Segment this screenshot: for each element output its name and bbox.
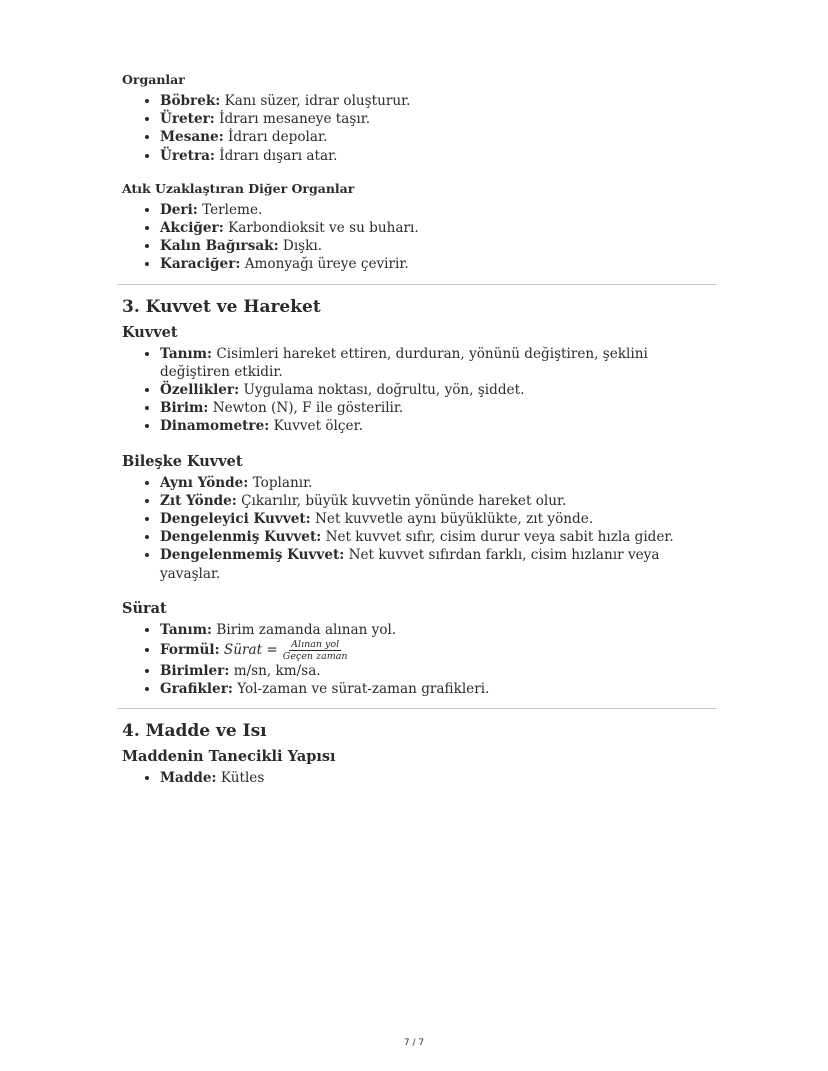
organs-section [122,72,712,165]
list-item: • Grafikler: Yol-zaman ve sürat-zaman grafikleri. [160,680,712,698]
list-item: • Birimler: m/sn, km/sa. [160,662,712,680]
formula-item: • Formül: Sürat = $\frac{\text{Alınan yol}}{\text{Geçen zaman}}$ [160,639,712,662]
force-list [122,345,712,436]
other-organs-section [122,181,712,274]
list-item: • Tanım: Cisimleri hareket ettiren, durduran, yönünü değiştiren, şeklini değiştiren etkidir. [160,345,712,381]
list-item: • Madde: Kütles [160,769,712,787]
resultant-force-heading: Bileşke Kuvvet [122,452,243,470]
list-item: • Özellikler: Uygulama noktası, doğrultu, yön, şiddet. [160,381,712,399]
organs-list [122,92,712,165]
speed-heading: Sürat [122,599,167,617]
list-item: • Aynı Yönde: Toplanır. [160,474,712,492]
force-heading: Kuvvet [122,323,178,341]
list-item: • Akciğer: Karbondioksit ve su buharı. [160,219,712,237]
section-3-title: 3. Kuvvet ve Hareket [122,296,321,317]
particle-structure-section [122,747,712,787]
particle-structure-heading: Maddenin Tanecikli Yapısı [122,748,336,766]
list-item: • Dengeleyici Kuvvet: Net kuvvetle aynı büyüklükte, zıt yönde. [160,510,712,528]
formula-denominator: Geçen zaman [282,651,348,663]
formula-lhs: Sürat = [223,642,278,659]
other-organs-heading: Atık Uzaklaştıran Diğer Organlar [122,180,355,196]
page-number: 7 / 7 [403,1038,425,1048]
force-section [122,323,712,436]
list-item: • Mesane: İdrarı depolar. [160,128,712,146]
speed-section [122,599,712,699]
section-divider [118,284,716,285]
list-item: • Zıt Yönde: Çıkarılır, büyük kuvvetin yönünde hareket olur. [160,492,712,510]
formula-numerator: Alınan yol [291,639,340,651]
list-item: • Tanım: Birim zamanda alınan yol. [160,621,712,639]
other-organs-list [122,201,712,274]
section-4-title: 4. Madde ve Isı [122,721,267,742]
list-item: • Dinamometre: Kuvvet ölçer. [160,417,712,435]
list-item: • Dengelenmiş Kuvvet: Net kuvvet sıfır, cisim durur veya sabit hızla gider. [160,528,712,546]
resultant-force-section [122,452,712,583]
list-item: • Karaciğer: Amonyağı üreye çevirir. [160,255,712,273]
section-divider [118,708,716,709]
list-item: • Böbrek: Kanı süzer, idrar oluşturur. [160,92,712,110]
list-item: • Kalın Bağırsak: Dışkı. [160,237,712,255]
formula-fraction [281,639,350,662]
document-page [122,72,712,788]
particle-structure-list [122,769,712,787]
speed-list [122,621,712,699]
resultant-force-list [122,474,712,583]
list-item: • Deri: Terleme. [160,201,712,219]
list-item: • Dengelenmemiş Kuvvet: Net kuvvet sıfırdan farklı, cisim hızlanır veya yavaşlar. [160,546,712,582]
organs-heading: Organlar [122,72,185,87]
list-item: • Birim: Newton (N), F ile gösterilir. [160,399,712,417]
list-item: • Üreter: İdrarı mesaneye taşır. [160,110,712,128]
list-item: • Üretra: İdrarı dışarı atar. [160,147,712,165]
